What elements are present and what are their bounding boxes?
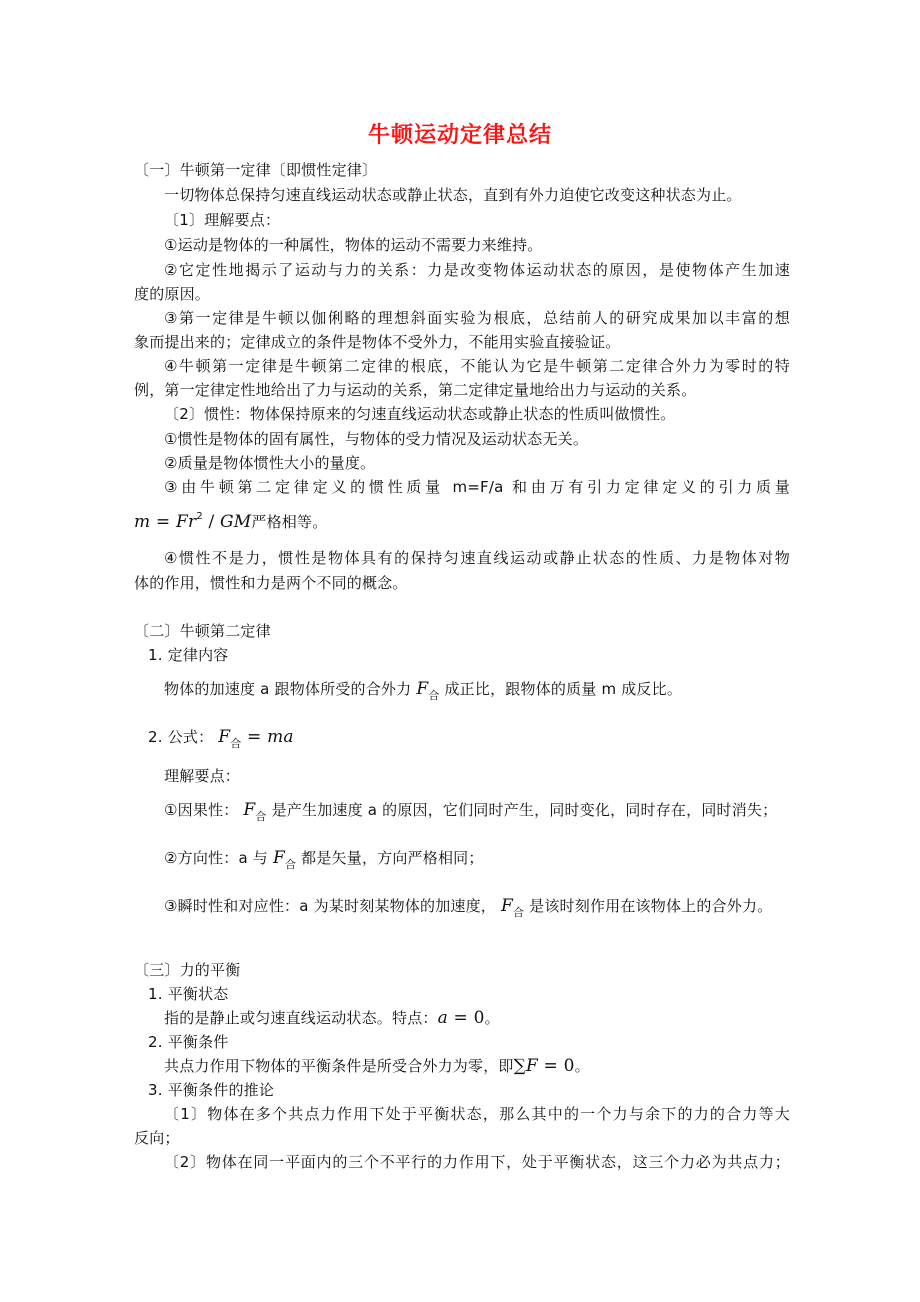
formula-symbol: GM [220, 512, 252, 532]
numbered-heading: 2. 公式： [148, 728, 214, 746]
text-fragment: ①因果性： [164, 801, 239, 819]
net-force-subscript: 合 [428, 689, 440, 702]
net-force-symbol: F [272, 848, 285, 868]
text-fragment: 是产生加速度 a 的原因，它们同时产生，同时变化，同时存在，同时消失； [271, 801, 778, 819]
section-2-heading: 〔二〕牛顿第二定律 [134, 622, 271, 640]
formula-trailing-text: 严格相等。 [251, 513, 328, 531]
list-item-continuation: 度的原因。 [134, 285, 211, 303]
force-symbol: F [525, 1056, 538, 1076]
formula-rhs: = ma [241, 727, 294, 747]
list-item: 〔1〕物体在多个共点力作用下处于平衡状态，那么其中的一个力与余下的力的合力等大 [164, 1105, 790, 1123]
section-1-heading: 〔一〕牛顿第一定律〔即惯性定律〕 [134, 161, 378, 179]
numbered-heading: 3. 平衡条件的推论 [148, 1081, 275, 1099]
text-fragment: 物体的加速度 a 跟物体所受的合外力 [164, 680, 412, 698]
list-item: ③由牛顿第二定律定义的惯性质量 m=F/a 和由万有引力定律定义的引力质量 [164, 478, 790, 496]
formula-operator: = [150, 512, 176, 532]
text-fragment: 指的是静止或匀速直线运动状态。特点： [164, 1009, 438, 1027]
text-fragment: 。 [484, 1009, 500, 1027]
net-force-subscript: 合 [255, 810, 267, 823]
list-item: ②它定性地揭示了运动与力的关系：力是改变物体运动状态的原因，是使物体产生加速 [164, 261, 790, 279]
section-1-paragraph: 一切物体总保持匀速直线运动状态或静止状态，直到有外力迫使它改变这种状态为止。 [164, 186, 742, 204]
list-item-continuation: 反向； [134, 1129, 180, 1147]
list-item-continuation: 例，第一定律定性地给出了力与运动的关系，第二定律定量地给出力与运动的关系。 [134, 381, 697, 399]
list-item: ②质量是物体惯性大小的量度。 [164, 454, 376, 472]
net-force-symbol: F [243, 800, 256, 820]
formula-symbol: m [134, 512, 151, 532]
text-fragment: 都是矢量，方向严格相同； [301, 849, 484, 867]
formula-rhs: = 0 [537, 1056, 575, 1076]
gravitational-mass-formula [134, 512, 327, 535]
list-item: ③第一定律是牛顿以伽俐略的理想斜面实验为根底，总结前人的研究成果加以丰富的想 [164, 309, 790, 327]
numbered-heading: 1. 定律内容 [148, 646, 229, 664]
text-fragment: 。 [574, 1057, 590, 1075]
list-item: 〔2〕物体在同一平面内的三个不平行的力作用下，处于平衡状态，这三个力必为共点力； [164, 1153, 790, 1171]
list-item: ④牛顿第一定律是牛顿第二定律的根底，不能认为它是牛顿第二定律合外力为零时的特 [164, 357, 790, 375]
section-1-subheading-2: 〔2〕惯性：物体保持原来的匀速直线运动状态或静止状态的性质叫做惯性。 [164, 405, 676, 423]
net-force-subscript: 合 [284, 858, 297, 871]
section-3-heading: 〔三〕力的平衡 [134, 961, 241, 979]
formula-exponent: 2 [196, 511, 203, 522]
formula-operator: / [202, 512, 221, 532]
list-item: ①运动是物体的一种属性，物体的运动不需要力来维持。 [164, 236, 543, 254]
net-force-symbol: F [218, 727, 231, 747]
formula-line [148, 727, 294, 749]
net-force-symbol: F [416, 679, 429, 699]
formula-rhs: = 0 [447, 1008, 485, 1028]
law-content-line [164, 679, 682, 701]
text-fragment: 共点力作用下物体的平衡条件是所受合外力为零，即 [164, 1057, 514, 1075]
section-1-subheading-1: 〔1〕理解要点： [164, 211, 281, 229]
list-item: ①惯性是物体的固有属性，与物体的受力情况及运动状态无关。 [164, 430, 589, 448]
text-fragment: ③瞬时性和对应性：a 为某时刻某物体的加速度， [164, 897, 497, 915]
text-fragment: 成正比，跟物体的质量 m 成反比。 [444, 680, 683, 698]
equilibrium-state-line [164, 1008, 500, 1028]
list-item [164, 800, 777, 822]
text-fragment: ②方向性：a 与 [164, 849, 269, 867]
acceleration-symbol: a [437, 1008, 448, 1028]
list-item-continuation: 体的作用，惯性和力是两个不同的概念。 [134, 574, 408, 592]
text-fragment: 是该时刻作用在该物体上的合外力。 [529, 897, 773, 915]
sum-symbol: ∑ [513, 1056, 526, 1076]
net-force-symbol: F [500, 896, 513, 916]
list-item: ④惯性不是力，惯性是物体具有的保持匀速直线运动或静止状态的性质、力是物体对物 [164, 549, 790, 567]
equilibrium-condition-line [164, 1056, 590, 1076]
net-force-subscript: 合 [230, 737, 242, 750]
formula-symbol: Fr [175, 512, 197, 532]
numbered-heading: 1. 平衡状态 [148, 985, 229, 1003]
list-item [164, 848, 484, 870]
numbered-heading: 2. 平衡条件 [148, 1033, 229, 1051]
subheading: 理解要点： [164, 767, 241, 785]
net-force-subscript: 合 [512, 906, 525, 919]
document-title: 牛顿运动定律总结 [367, 123, 552, 148]
list-item-continuation: 象而提出来的；定律成立的条件是物体不受外力，不能用实验直接验证。 [134, 333, 621, 351]
list-item [164, 896, 772, 918]
